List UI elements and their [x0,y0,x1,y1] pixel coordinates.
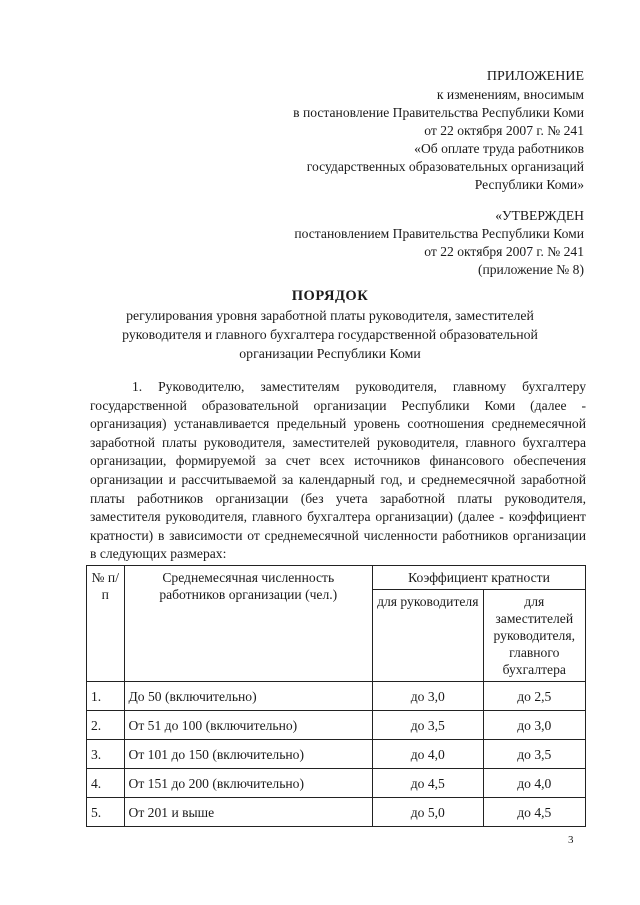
table-row [87,769,586,798]
cell-deputies: до 3,0 [483,711,585,740]
table-row [87,740,586,769]
cell-no: 5. [87,798,125,827]
cell-deputies: до 4,0 [483,769,585,798]
appendix-line: от 22 октября 2007 г. № 241 [424,123,584,138]
cell-head: до 4,5 [373,769,484,798]
appendix-line: «Об оплате труда работников [414,141,584,156]
approved-block [294,207,584,279]
document-title: ПОРЯДОК [291,288,369,304]
table-header-row [87,566,586,590]
table-row [87,798,586,827]
page-number: 3 [568,834,574,846]
cell-no: 1. [87,682,125,711]
cell-size: От 201 и выше [124,798,372,827]
cell-head: до 5,0 [373,798,484,827]
cell-size: До 50 (включительно) [124,682,372,711]
header-coef: Коэффициент кратности [373,566,586,590]
cell-no: 4. [87,769,125,798]
header-head: для руководителя [373,590,484,682]
appendix-line: к изменениям, вносимым [436,87,584,102]
header-deputies: для заместителей руководителя, главного бухгалтера [483,590,585,682]
cell-deputies: до 3,5 [483,740,585,769]
appendix-line: Республики Коми» [474,177,584,192]
table-row [87,711,586,740]
approved-line: от 22 октября 2007 г. № 241 [424,244,584,259]
cell-deputies: до 2,5 [483,682,585,711]
cell-no: 3. [87,740,125,769]
cell-size: От 101 до 150 (включительно) [124,740,372,769]
approved-line: постановлением Правительства Республики Коми [294,226,584,241]
header-size: Среднемесячная численность работников организации (чел.) [124,566,372,682]
appendix-heading: ПРИЛОЖЕНИЕ [486,69,584,84]
appendix-line: государственных образовательных организаций [306,159,584,174]
appendix-block [293,68,584,194]
table-row [87,682,586,711]
cell-head: до 3,5 [373,711,484,740]
coefficient-table [86,565,586,827]
cell-size: От 51 до 100 (включительно) [124,711,372,740]
cell-deputies: до 4,5 [483,798,585,827]
document-subtitle: регулирования уровня заработной платы руководителя, заместителей руководителя и главного бухгалтера государственной образовательной организации Республики Коми [122,308,538,361]
cell-no: 2. [87,711,125,740]
header-no: № п/п [87,566,125,682]
approved-line: (приложение № 8) [477,262,584,277]
approved-line: «УТВЕРЖДЕН [495,208,584,223]
paragraph-1: 1. Руководителю, заместителям руководителя, главному бухгалтеру государственной образовательной организации Республики Коми (далее - организация) устанавливается предельный уровень соотношения среднемесячной заработной платы руководителя, заместителей руководителя, главного бухгалтера организации, формируемой за счет всех источников финансового обеспечения организации и рассчитываемой за календарный год, и среднемесячной заработной платы работников организации (без учета заработной платы руководителя, заместителя руководителя, главного бухгалтера организации) (далее - коэффициент кратности) в зависимости от среднемесячной численности работников организации в следующих размерах: [90,379,586,562]
cell-head: до 3,0 [373,682,484,711]
cell-head: до 4,0 [373,740,484,769]
cell-size: От 151 до 200 (включительно) [124,769,372,798]
appendix-line: в постановление Правительства Республики Коми [293,105,584,120]
